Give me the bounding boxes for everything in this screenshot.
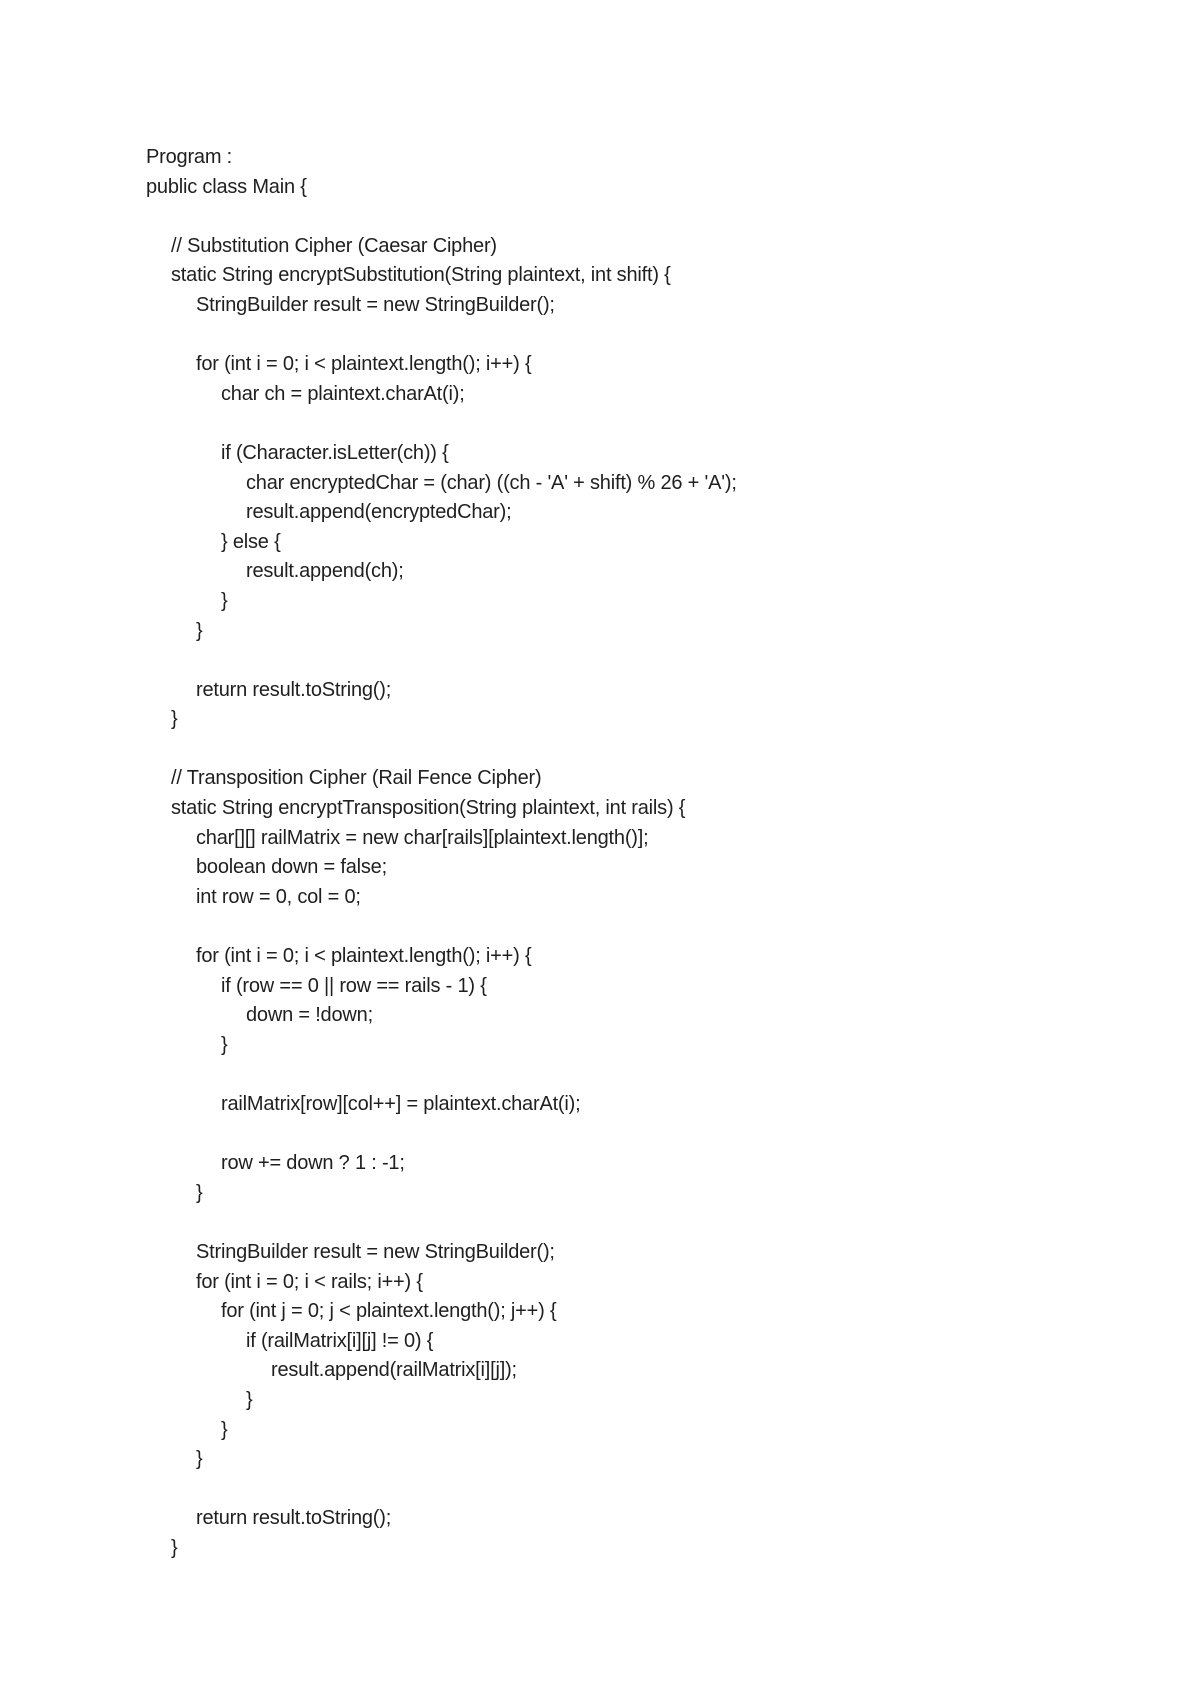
- code-line: StringBuilder result = new StringBuilder();: [196, 293, 555, 316]
- code-line: }: [171, 1536, 178, 1559]
- code-line: }: [196, 619, 203, 642]
- code-line: }: [246, 1388, 253, 1411]
- code-line: }: [171, 708, 178, 731]
- code-line: } else {: [221, 530, 281, 553]
- code-line: StringBuilder result = new StringBuilder();: [196, 1240, 555, 1263]
- code-line: railMatrix[row][col++] = plaintext.charAt(i);: [221, 1093, 581, 1115]
- code-listing: [146, 143, 1146, 1564]
- code-line: char ch = plaintext.charAt(i);: [221, 382, 465, 405]
- code-line: boolean down = false;: [196, 856, 387, 879]
- code-line: }: [221, 589, 228, 612]
- blank-line: [146, 1060, 1146, 1090]
- blank-line: [146, 912, 1146, 942]
- code-line: for (int i = 0; i < rails; i++) {: [196, 1270, 423, 1293]
- code-line: }: [221, 1033, 228, 1056]
- code-line: if (Character.isLetter(ch)) {: [221, 441, 449, 464]
- code-line: if (railMatrix[i][j] != 0) {: [246, 1329, 434, 1352]
- code-line: static String encryptTransposition(String plaintext, int rails) {: [171, 797, 686, 820]
- code-line: static String encryptSubstitution(String plaintext, int shift) {: [171, 264, 671, 287]
- code-line: return result.toString();: [196, 678, 392, 701]
- code-line: result.append(railMatrix[i][j]);: [271, 1359, 517, 1382]
- code-line: public class Main {: [146, 175, 307, 198]
- code-line: // Substitution Cipher (Caesar Cipher): [171, 234, 497, 257]
- blank-line: [146, 202, 1146, 232]
- blank-line: [146, 646, 1146, 676]
- code-line: char encryptedChar = (char) ((ch - 'A' + shift) % 26 + 'A');: [246, 471, 737, 494]
- code-line: }: [196, 1181, 203, 1204]
- blank-line: [146, 1208, 1146, 1238]
- code-line: }: [221, 1418, 228, 1441]
- code-line: // Transposition Cipher (Rail Fence Cipher): [171, 767, 542, 790]
- code-line: down = !down;: [246, 1004, 373, 1027]
- code-line: if (row == 0 || row == rails - 1) {: [221, 974, 487, 997]
- code-line: }: [196, 1448, 203, 1471]
- code-line: char[][] railMatrix = new char[rails][plaintext.length()];: [196, 826, 649, 849]
- blank-line: [146, 409, 1146, 439]
- document-heading: Program :: [146, 146, 233, 168]
- code-line: for (int i = 0; i < plaintext.length(); i++) {: [196, 353, 532, 376]
- blank-line: [146, 1120, 1146, 1150]
- code-line: for (int i = 0; i < plaintext.length(); i++) {: [196, 945, 532, 968]
- code-line: return result.toString();: [196, 1507, 392, 1530]
- blank-line: [146, 735, 1146, 765]
- blank-line: [146, 321, 1146, 351]
- code-line: for (int j = 0; j < plaintext.length(); j++) {: [221, 1300, 557, 1323]
- code-line: result.append(encryptedChar);: [246, 501, 512, 524]
- code-line: result.append(ch);: [246, 560, 404, 583]
- blank-line: [146, 1475, 1146, 1505]
- code-line: row += down ? 1 : -1;: [221, 1152, 405, 1175]
- code-line: int row = 0, col = 0;: [196, 885, 361, 908]
